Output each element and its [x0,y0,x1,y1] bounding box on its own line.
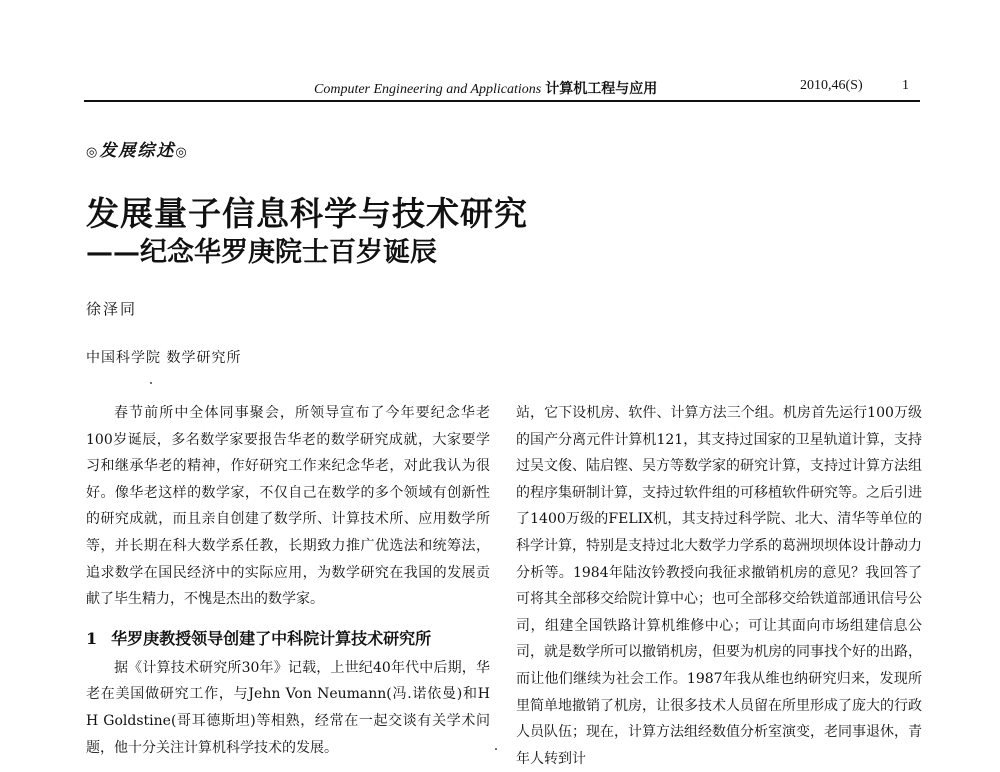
journal-name-en: Computer Engineering and Applications [314,82,542,97]
scan-speck-2 [495,748,497,750]
section-tag-label: 发展综述 [99,141,176,161]
scan-speck [150,382,152,384]
section-tag-right-mark: ◎ [175,145,189,160]
article-subtitle: ——纪念华罗庚院士百岁诞辰 [86,237,437,268]
section-1-paragraph: 据《计算技术研究所30年》记载，上世纪40年代中后期，华老在美国做研究工作，与Jehn Von Neumann(冯.诺依曼)和H H Goldstine(哥耳德斯坦)等相熟，经常在一起交谈有关学术问题，他十分关注计算机科学技术的发展。 [86,659,490,756]
page-number: 1 [902,78,909,93]
author-affiliation: 中国科学院 数学研究所 [86,350,242,366]
issue-info: 2010,46(S) [800,78,863,93]
author-name: 徐泽同 [86,300,138,318]
intro-paragraph: 春节前所中全体同事聚会，所领导宣布了今年要纪念华老100岁诞辰，多名数学家要报告华老的数学研究成就，大家要学习和继承华老的精神，作好研究工作来纪念华老，对此我认为很好。像华老这样的数学家，不仅自己在数学的多个领域有创新性的研究成就，而且亲自创建了数学所、计算技术所、应用数学所等，并长期在科大数学系任教，长期致力推广优选法和统筹法，追求数学在国民经济中的实际应用，为数学研究在我国的发展贡献了毕生精力，不愧是杰出的数学家。 [86,405,490,608]
left-column [86,400,490,761]
section-1-heading [86,627,490,651]
right-column [516,400,922,772]
section-tag [86,136,189,161]
article-title: 发展量子信息科学与技术研究 [86,194,528,233]
running-header [84,76,920,102]
section-1-number: 1 [86,628,98,648]
section-1-title: 华罗庚教授领导创建了中科院计算技术研究所 [111,628,432,648]
section-tag-left-mark: ◎ [86,145,100,160]
journal-name [314,78,657,98]
journal-name-cn: 计算机工程与应用 [545,82,658,97]
right-column-paragraph: 站，它下设机房、软件、计算方法三个组。机房首先运行100万级的国产分离元件计算机121，其支持过国家的卫星轨道计算，支持过吴文俊、陆启铿、吴方等数学家的研究计算，支持过计算方法组的程序集研制计算，支持过软件组的可移植软件研究等。之后引进了1400万级的FELIX机，其支持过科学院、北大、清华等单位的科学计算，特别是支持过北大数学力学系的葛洲坝坝体设计静动力分析等。1984年陆汝钤教授向我征求撤销机房的意见？我回答了可将其全部移交给院计算中心；也可全部移交给铁道部通讯信号公司，组建全国铁路计算机维修中心；可让其面向市场组建信息公司，就是数学所可以撤销机房，但要为机房的同事找个好的出路，而让他们继续为社会工作。1987年我从维也纳研究归来，发现所里简单地撤销了机房，让很多技术人员留在所里形成了庞大的行政人员队伍；现在，计算方法组经数值分析室演变，老同事退休，青年人转到计 [516,405,922,767]
